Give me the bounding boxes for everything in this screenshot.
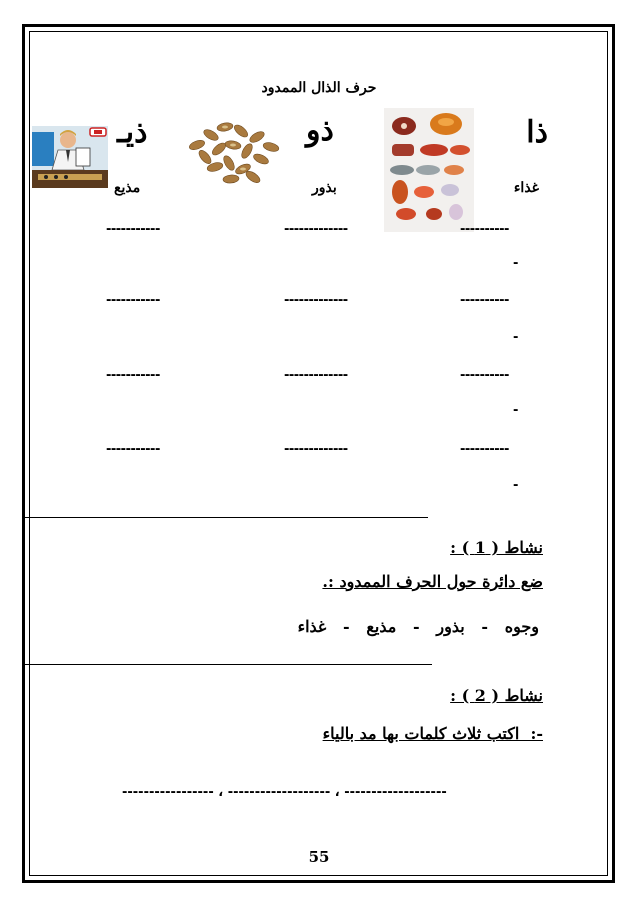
divider-2 xyxy=(24,664,432,665)
activity-1-instruction: ضع دائرة حول الحرف الممدود :. xyxy=(322,572,543,591)
word-mudhi: مذيع xyxy=(114,180,141,196)
activity-1-heading: نشاط ( 1 ) : xyxy=(450,538,543,557)
syllable-dhu: ذو xyxy=(306,113,334,148)
dash-row-1-left[interactable]: ----------- xyxy=(106,222,160,237)
dash-tail-3: - xyxy=(513,403,518,418)
dash-row-2-left[interactable]: ----------- xyxy=(106,293,160,308)
dash-row-1-right[interactable]: ---------- xyxy=(460,222,509,237)
seeds-image xyxy=(183,115,283,187)
syllable-dha: ذا xyxy=(526,115,548,150)
divider-1 xyxy=(24,517,428,518)
syllable-dhi: ذيـ xyxy=(117,115,148,150)
activity-1-words[interactable]: وجوه - بذور - مذيع - غذاء xyxy=(297,617,539,636)
page-number: 55 xyxy=(308,848,330,866)
dash-row-2-middle[interactable]: ------------- xyxy=(284,293,348,308)
dash-row-3-left[interactable]: ----------- xyxy=(106,368,160,383)
dash-row-2-right[interactable]: ---------- xyxy=(460,293,509,308)
activity-2-answer-line[interactable]: ----------------- ، ------------------- ، ------------------- xyxy=(122,785,447,800)
dash-row-4-middle[interactable]: ------------- xyxy=(284,442,348,457)
dash-row-1-middle[interactable]: ------------- xyxy=(284,222,348,237)
dash-row-4-right[interactable]: ---------- xyxy=(460,442,509,457)
activity-2-instruction: -: اكتب ثلاث كلمات بها مد بالياء xyxy=(322,724,543,743)
word-ghidhaa: غذاء xyxy=(513,180,539,196)
dash-tail-2: - xyxy=(513,330,518,345)
food-image xyxy=(384,108,474,232)
dash-tail-1: - xyxy=(513,256,518,271)
dash-tail-4: - xyxy=(513,478,518,493)
dash-row-3-middle[interactable]: ------------- xyxy=(284,368,348,383)
dash-row-4-left[interactable]: ----------- xyxy=(106,442,160,457)
word-budhur: بذور xyxy=(312,180,337,196)
dash-row-3-right[interactable]: ---------- xyxy=(460,368,509,383)
broadcaster-image xyxy=(32,126,108,188)
page-title: حرف الذال الممدود xyxy=(261,80,377,96)
activity-2-heading: نشاط ( 2 ) : xyxy=(450,686,543,705)
